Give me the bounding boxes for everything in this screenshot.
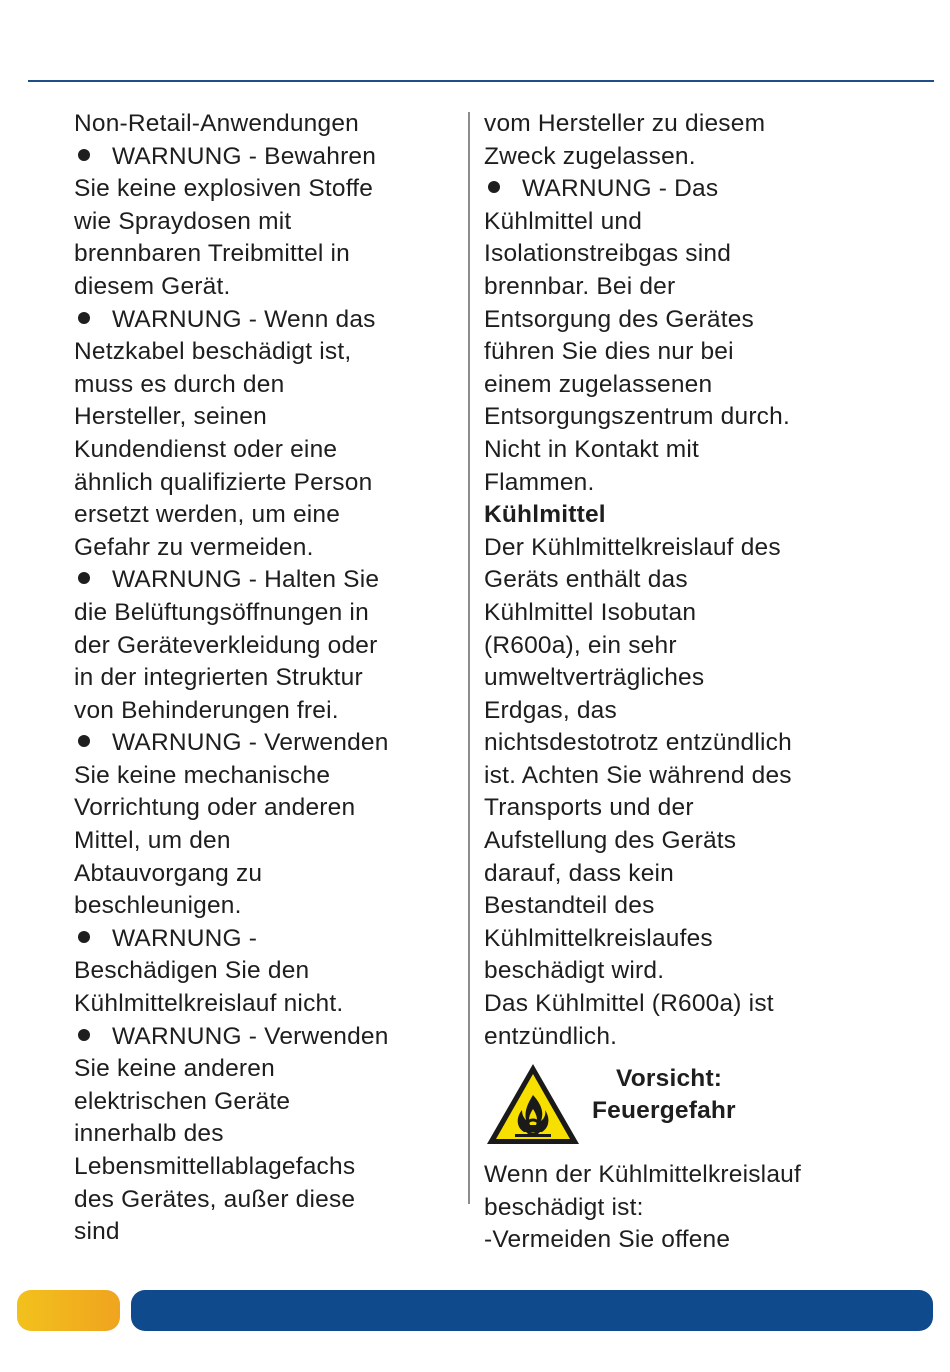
footer-bar [131,1290,933,1331]
warning-line: WARNUNG - Bewahren [74,141,454,174]
footer-page-tab [17,1290,120,1331]
warning-line: WARNUNG - [74,923,454,956]
text-line: wie Spraydosen mit [74,207,292,235]
bullet-icon [78,931,90,943]
caution-box [484,1059,904,1153]
text-line: des Gerätes, außer diese [74,1185,356,1213]
text-line: ersetzt werden, um eine [74,501,341,529]
bullet-icon [488,181,500,193]
text-line: brennbaren Treibmittel in [74,240,351,268]
bullet-icon [78,572,90,584]
text-line: Abtauvorgang zu [74,859,263,887]
text-line: Mittel, um den [74,827,231,855]
text-line: Beschädigen Sie den [74,957,310,985]
warning-line: WARNUNG - Verwenden [74,727,454,760]
text-line: Sie keine explosiven Stoffe [74,175,374,203]
text-line: der Geräteverkleidung oder [74,631,378,659]
header-rule [28,80,934,82]
text-line: (R600a), ein sehr [484,631,677,659]
text-line: beschädigt wird. [484,957,665,985]
column-divider [468,112,470,1204]
text-line: Netzkabel beschädigt ist, [74,338,352,366]
text-line: sind [74,1218,120,1246]
text-line: Aufstellung des Geräts [484,827,737,855]
text-line: Der Kühlmittelkreislauf des [484,533,781,561]
text-line: Non-Retail-Anwendungen [74,110,359,137]
text-line: -Vermeiden Sie offene [484,1226,731,1254]
text-line: darauf, dass kein [484,859,674,887]
warning-line: WARNUNG - Das [484,173,904,206]
warning-line: WARNUNG - Verwenden [74,1021,454,1054]
warning-line: WARNUNG - Wenn das [74,304,454,337]
text-line: Bestandteil des [484,892,655,920]
caution-title: Vorsicht: [616,1065,723,1093]
text-line: Sie keine mechanische [74,761,331,789]
text-line: Erdgas, das [484,696,617,724]
text-line: muss es durch den [74,370,285,398]
caution-text [592,1063,736,1127]
text-line: Transports und der [484,794,694,822]
text-line: einem zugelassenen [484,370,713,398]
text-line: Kundendienst oder eine [74,435,338,463]
text-line: Isolationstreibgas sind [484,240,732,268]
text-line: Nicht in Kontakt mit [484,435,700,463]
text-line: ist. Achten Sie während des [484,761,792,789]
text-line: Kühlmittelkreislaufes [484,924,713,952]
text-line: Kühlmittelkreislauf nicht. [74,990,344,1018]
text-line: brennbar. Bei der [484,272,676,300]
text-line: Sie keine anderen [74,1055,275,1083]
text-line: innerhalb des [74,1120,224,1148]
text-line: Flammen. [484,468,595,496]
text-line: Geräts enthält das [484,566,688,594]
text-line: die Belüftungsöffnungen in [74,598,369,626]
text-line: Das Kühlmittel (R600a) ist [484,990,774,1018]
text-line: nichtsdestotrotz entzündlich [484,729,792,757]
bullet-icon [78,1029,90,1041]
text-line: umweltverträgliches [484,664,705,692]
text-line: Entsorgung des Gerätes [484,305,754,333]
text-line: vom Hersteller zu diesem [484,110,766,137]
left-column [74,108,454,1249]
text-line: Gefahr zu vermeiden. [74,533,314,561]
text-line: elektrischen Geräte [74,1087,291,1115]
text-line: Kühlmittel Isobutan [484,598,697,626]
bullet-icon [78,312,90,324]
text-line: Lebensmittellablagefachs [74,1153,356,1180]
bullet-icon [78,735,90,747]
text-line: entzündlich. [484,1022,618,1050]
text-line: diesem Gerät. [74,272,231,300]
text-line: Entsorgungszentrum durch. [484,403,790,431]
text-line: Hersteller, seinen [74,403,267,431]
text-line: ähnlich qualifizierte Person [74,468,373,496]
text-line: Zweck zugelassen. [484,142,696,170]
text-line: führen Sie dies nur bei [484,338,734,366]
text-line: Wenn der Kühlmittelkreislauf [484,1161,801,1189]
text-line: beschleunigen. [74,892,242,920]
text-line: in der integrierten Struktur [74,664,363,692]
bullet-icon [78,149,90,161]
text-line: Kühlmittel und [484,207,643,235]
text-line: von Behinderungen frei. [74,696,339,724]
section-heading: Kühlmittel [484,501,606,529]
text-line: Vorrichtung oder anderen [74,794,356,822]
text-line: beschädigt ist: [484,1193,644,1221]
right-column [484,108,904,1257]
caution-subtitle: Feuergefahr [592,1097,736,1125]
flammable-warning-icon [484,1061,582,1147]
warning-line: WARNUNG - Halten Sie [74,564,454,597]
